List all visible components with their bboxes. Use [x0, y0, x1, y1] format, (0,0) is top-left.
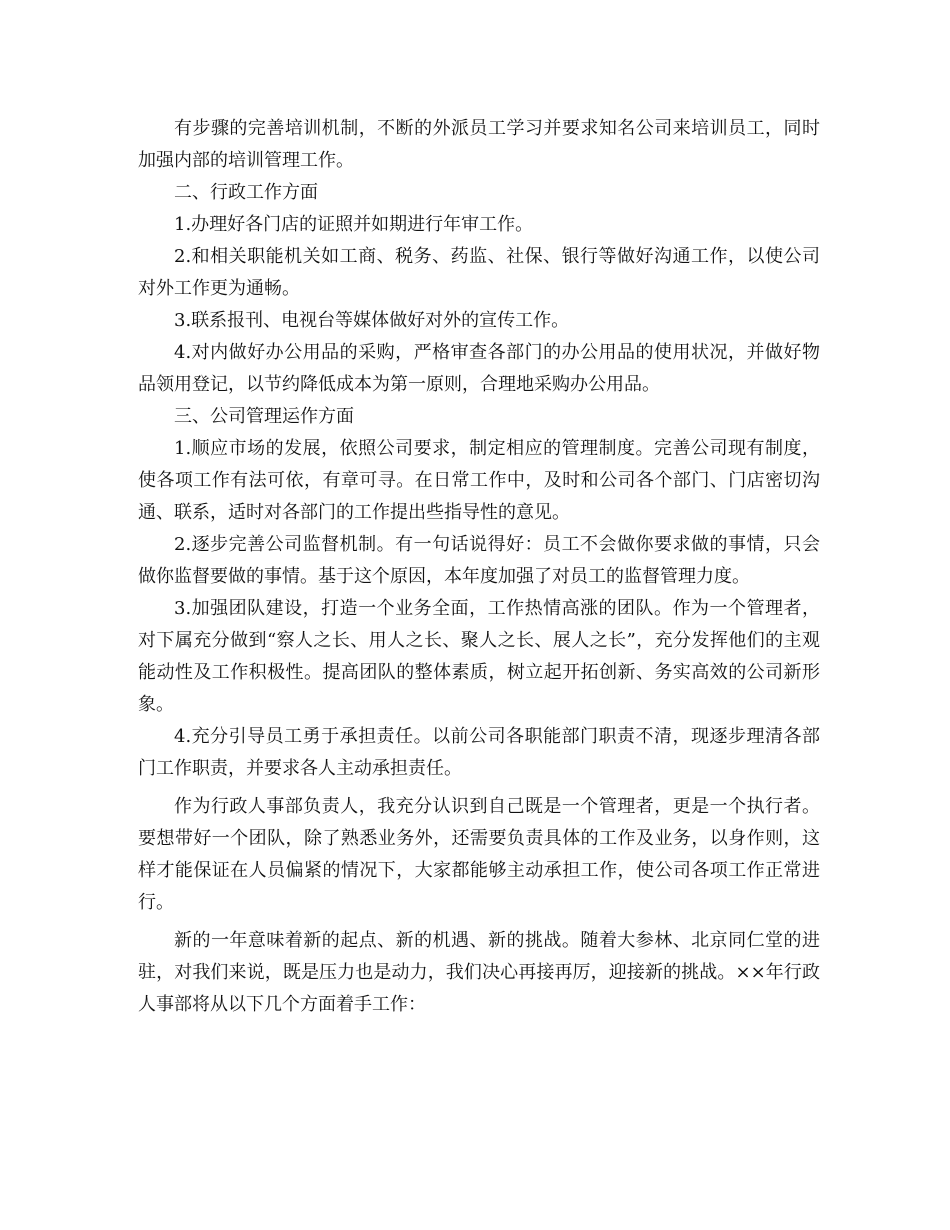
paragraph-management-item-1: 1.顺应市场的发展，依照公司要求，制定相应的管理制度。完善公司现有制度，使各项工作有法可依，有章可寻。在日常工作中，及时和公司各个部门、门店密切沟通、联系，适时对各部门的工作提出些指导性的意见。: [138, 438, 820, 523]
paragraph-new-year-plan: 新的一年意味着新的起点、新的机遇、新的挑战。随着大参林、北京同仁堂的进驻，对我们来说，既是压力也是动力，我们决心再接再厉，迎接新的挑战。××年行政人事部将从以下几个方面着手工作：: [138, 930, 820, 1015]
heading-administrative-work: 二、行政工作方面: [174, 182, 318, 203]
paragraph-admin-item-2: 2.和相关职能机关如工商、税务、药监、社保、银行等做好沟通工作，以使公司对外工作更为通畅。: [138, 246, 820, 299]
document-body: [138, 113, 820, 1021]
paragraph-department-head: 作为行政人事部负责人，我充分认识到自己既是一个管理者，更是一个执行者。要想带好一个团队，除了熟悉业务外，还需要负责具体的工作及业务，以身作则，这样才能保证在人员偏紧的情况下，大家都能够主动承担工作，使公司各项工作正常进行。: [138, 796, 820, 913]
paragraph-admin-item-4: 4.对内做好办公用品的采购，严格审查各部门的办公用品的使用状况，并做好物品领用登记，以节约降低成本为第一原则，合理地采购办公用品。: [138, 342, 820, 395]
paragraph-training-mechanism: 有步骤的完善培训机制，不断的外派员工学习并要求知名公司来培训员工，同时加强内部的培训管理工作。: [138, 118, 820, 171]
heading-company-management: 三、公司管理运作方面: [174, 406, 354, 427]
paragraph-admin-item-3: 3.联系报刊、电视台等媒体做好对外的宣传工作。: [174, 310, 570, 331]
paragraph-management-item-2: 2.逐步完善公司监督机制。有一句话说得好：员工不会做你要求做的事情，只会做你监督要做的事情。基于这个原因，本年度加强了对员工的监督管理力度。: [138, 534, 820, 587]
paragraph-management-item-4: 4.充分引导员工勇于承担责任。以前公司各职能部门职责不清，现逐步理清各部门工作职责，并要求各人主动承担责任。: [138, 726, 820, 779]
paragraph-management-item-3: 3.加强团队建设，打造一个业务全面，工作热情高涨的团队。作为一个管理者，对下属充分做到“察人之长、用人之长、聚人之长、展人之长”，充分发挥他们的主观能动性及工作积极性。提高团队的整体素质，树立起开拓创新、务实高效的公司新形象。: [138, 598, 820, 715]
paragraph-admin-item-1: 1.办理好各门店的证照并如期进行年审工作。: [174, 214, 534, 235]
